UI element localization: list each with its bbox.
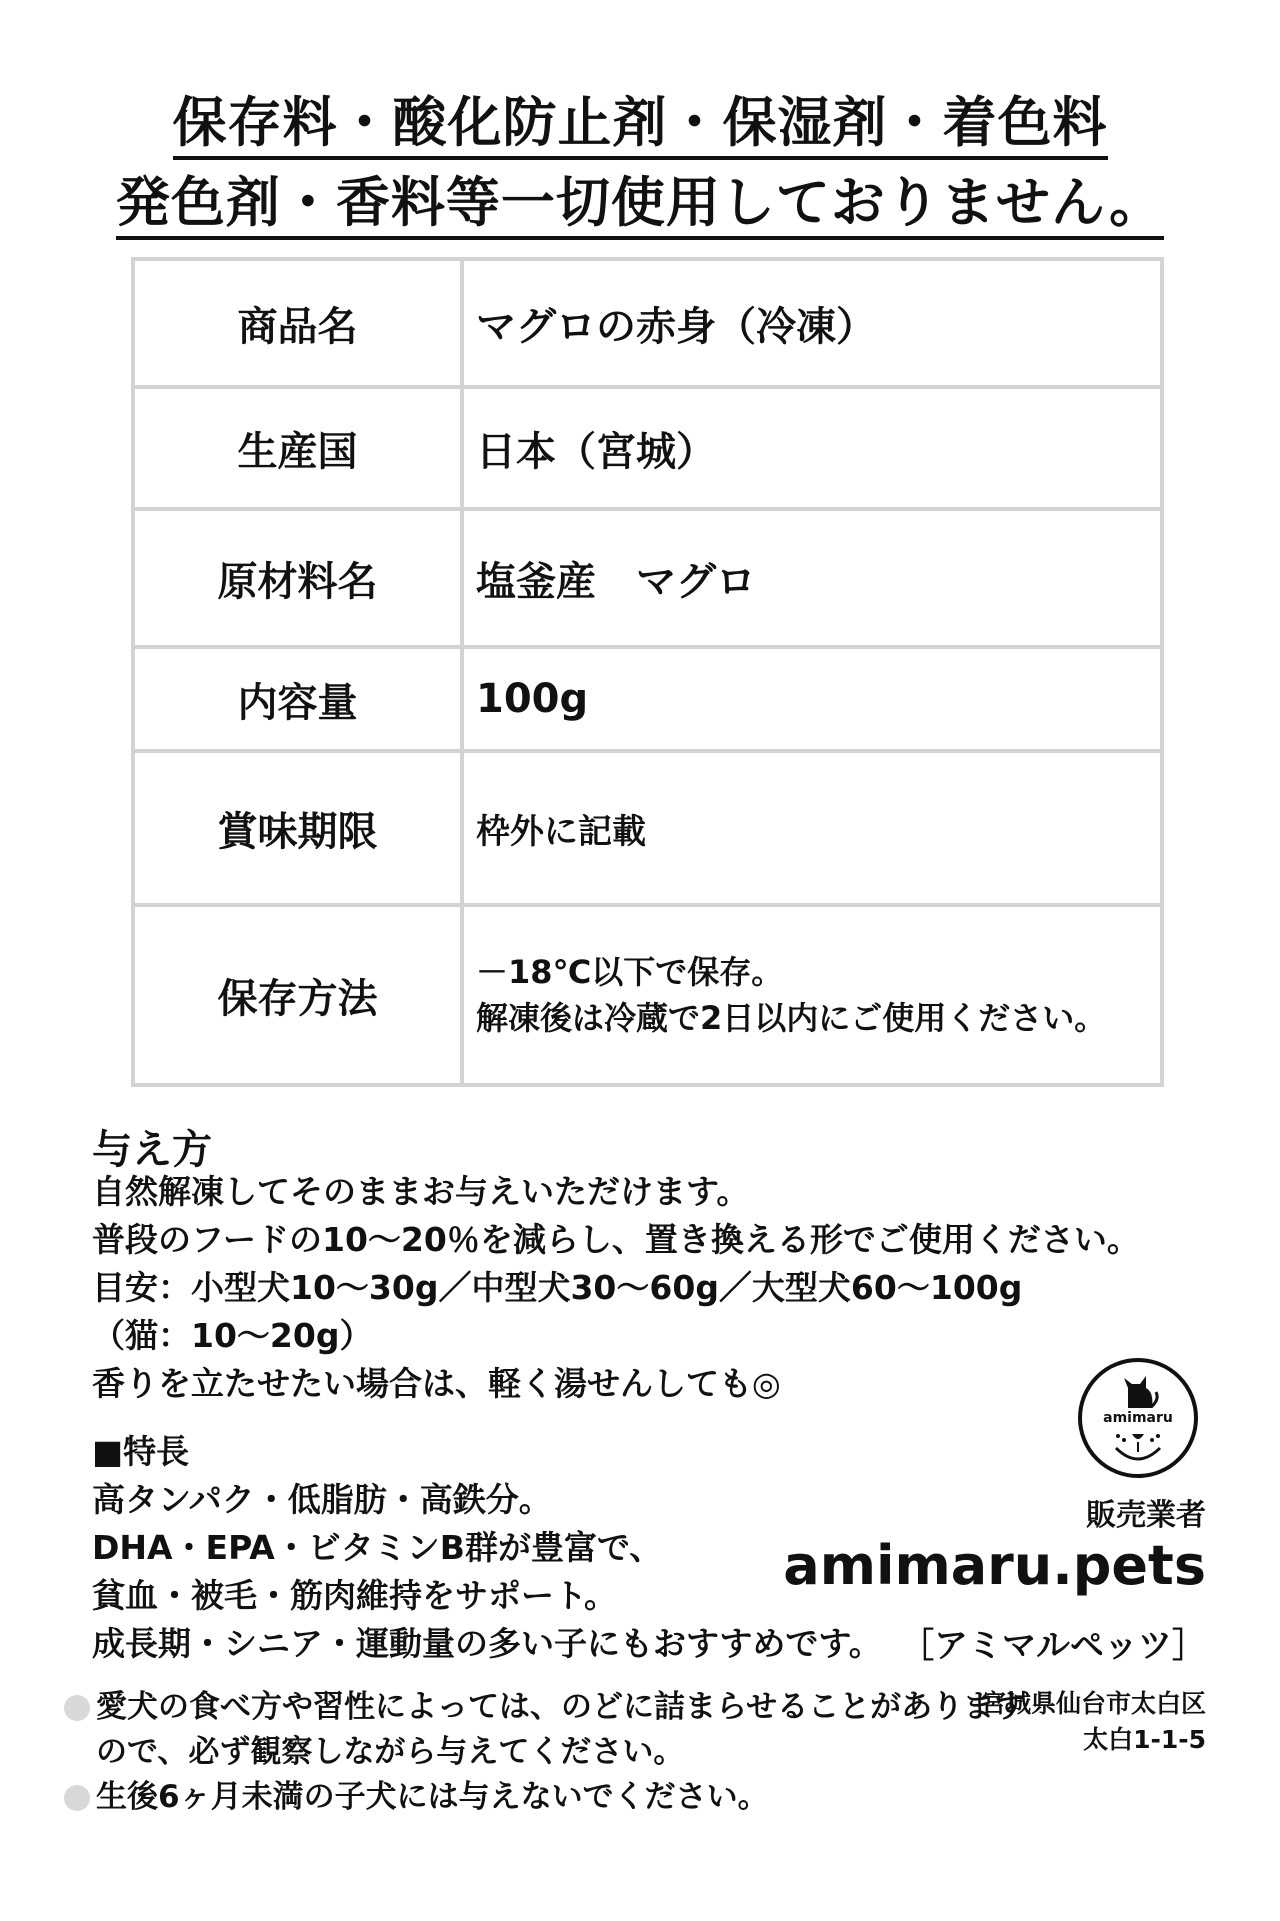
seller-name: amimaru.pets: [783, 1534, 1206, 1597]
logo-text: amimaru: [1103, 1410, 1173, 1426]
seller-address: 宮城県仙台市太白区 太白1-1-5: [980, 1689, 1206, 1754]
spec-row-best-before: [133, 751, 1162, 905]
gray-dot-bullet-icon: [64, 1695, 90, 1721]
spec-label: 内容量: [133, 647, 462, 751]
spec-row-country: [133, 387, 1162, 509]
caution-note: 愛犬の食べ方や習性によっては、のどに詰まらせることがあります ので、必ず観察しながら与えてください。: [60, 1685, 1020, 1775]
features-text: ■特長 高タンパク・低脂肪・高鉄分。 DHA・EPA・ビタミンB群が豊富で、 貧血・被毛・筋肉維持をサポート。 成長期・シニア・運動量の多い子にもおすすめです。: [92, 1428, 1092, 1668]
spec-value: 塩釜産 マグロ: [462, 509, 1162, 647]
caution-notes: [60, 1685, 1026, 1820]
headline-line-1: 保存料・酸化防止剤・保湿剤・着色料: [0, 80, 1280, 157]
cat-silhouette-icon: [1120, 1374, 1160, 1408]
spec-label: 原材料名: [133, 509, 462, 647]
spec-label: 賞味期限: [133, 751, 462, 905]
spec-value: 100g: [462, 647, 1162, 751]
spec-label: 保存方法: [133, 905, 462, 1085]
product-spec-table: [131, 257, 1164, 1087]
seller-kana: ［アミマルペッツ］: [900, 1626, 1206, 1666]
spec-row-storage: [133, 905, 1162, 1085]
spec-label: 商品名: [133, 259, 462, 387]
dog-face-icon: [1108, 1430, 1168, 1466]
spec-value: マグロの赤身（冷凍）: [462, 259, 1162, 387]
gray-dot-bullet-icon: [64, 1785, 90, 1811]
spec-value: －18℃以下で保存。 解凍後は冷蔵で2日以内にご使用ください。: [462, 905, 1162, 1085]
headline-line-2: 発色剤・香料等一切使用しておりません。: [0, 160, 1280, 237]
spec-value: 枠外に記載: [462, 751, 1162, 905]
cat-and-dog-logo-icon: [1078, 1358, 1198, 1478]
howto-title: 与え方: [92, 1127, 212, 1173]
howto-text: 自然解凍してそのままお与えいただけます。 普段のフードの10～20％を減らし、置き換える形でご使用ください。 目安：小型犬10～30g／中型犬30～60g／大型犬60～100g （猫：10～20g） 香りを立たせたい場合は、軽く湯せんしても◎: [92, 1172, 1140, 1403]
spec-row-content: [133, 647, 1162, 751]
spec-label: 生産国: [133, 387, 462, 509]
spec-row-ingredients: [133, 509, 1162, 647]
features-heading: ■特長: [92, 1432, 190, 1471]
seller-label: 販売業者: [1086, 1498, 1206, 1533]
caution-note: 生後6ヶ月未満の子犬には与えないでください。: [60, 1775, 1020, 1820]
spec-row-product-name: [133, 259, 1162, 387]
spec-value: 日本（宮城）: [462, 387, 1162, 509]
